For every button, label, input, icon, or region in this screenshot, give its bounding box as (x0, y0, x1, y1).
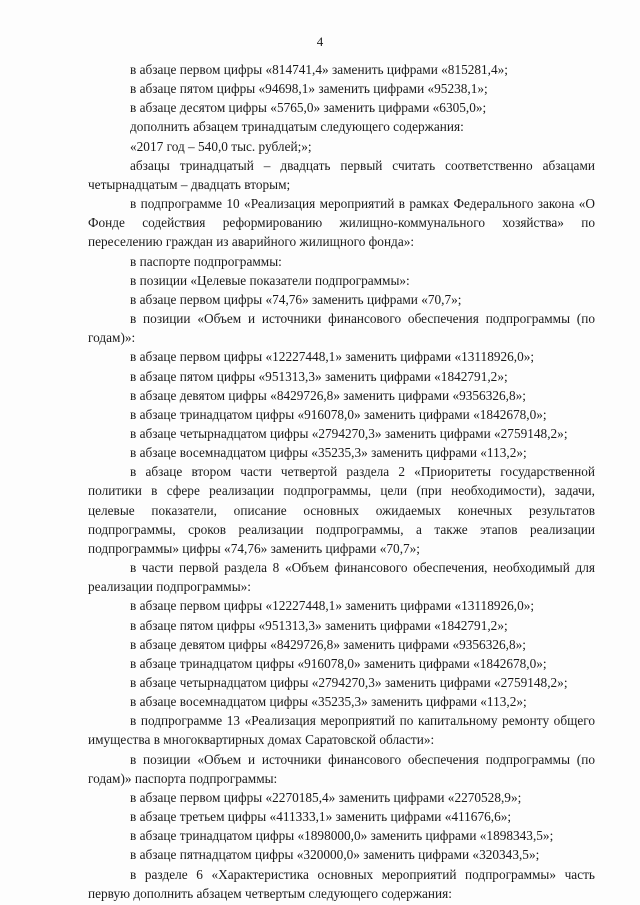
paragraph: в абзаце десятом цифры «5765,0» заменить цифрами «6305,0»; (130, 100, 487, 116)
paragraph: в абзаце пятом цифры «951313,3» заменить цифрами «1842791,2»; (130, 368, 508, 384)
paragraph: в абзаце девятом цифры «8429726,8» заменить цифрами «9356326,8»; (130, 636, 526, 652)
paragraph: в абзаце первом цифры «814741,4» заменить цифрами «815281,4»; (130, 62, 509, 77)
paragraph: в позиции «Целевые показатели подпрограммы»: (130, 272, 410, 288)
paragraph: в абзаце пятнадцатом цифры «320000,0» заменить цифрами «320343,5»; (130, 847, 540, 863)
paragraph: в абзаце первом цифры «12227448,1» заменить цифрами «13118926,0»; (130, 598, 535, 614)
paragraph: в абзаце тринадцатом цифры «916078,0» заменить цифрами «1842678,0»; (130, 655, 547, 671)
paragraph: дополнить абзацем тринадцатым следующего содержания: (130, 119, 464, 135)
paragraph: в абзаце девятом цифры «8429726,8» заменить цифрами «9356326,8»; (130, 387, 526, 403)
paragraph: в абзаце четырнадцатом цифры «2794270,3» заменить цифрами «2759148,2»; (130, 675, 568, 690)
paragraph: в паспорте подпрограммы: (130, 253, 282, 269)
paragraph: в абзаце первом цифры «2270185,4» заменить цифрами «2270528,9»; (130, 789, 522, 805)
paragraph: в подпрограмме 13 «Реализация мероприятий по капитальному ремонту общего имущества в многоквартирных домах Саратовской области»: (88, 713, 595, 748)
paragraph: в абзаце третьем цифры «411333,1» заменить цифрами «411676,6»; (130, 809, 512, 825)
paragraph: в части первой раздела 8 «Объем финансового обеспечения, необходимый для реализации подпрограммы»: (88, 560, 595, 595)
page-number: 4 (316, 34, 324, 49)
paragraph: в абзаце первом цифры «12227448,1» заменить цифрами «13118926,0»; (130, 349, 535, 365)
paragraph: в абзаце восемнадцатом цифры «35235,3» заменить цифрами «113,2»; (130, 445, 527, 461)
paragraph: в абзаце втором части четвертой раздела 2 «Приоритеты государственной политики в сфере реализации подпрограммы, цели (при необходимости), задачи, целевые показатели, описание основных ожидаемых конечных результатов подпрограммы, сроков реализации подпрограммы, а также этапов реализации подпрограммы» цифры «74,76» заменить цифрами «70,7»; (88, 464, 595, 556)
paragraph: в абзаце пятом цифры «94698,1» заменить цифрами «95238,1»; (130, 81, 488, 97)
paragraph: абзацы тринадцатый – двадцать первый считать соответственно абзацами четырнадцатым – двадцать вторым; (88, 157, 595, 192)
paragraph: в абзаце тринадцатом цифры «1898000,0» заменить цифрами «1898343,5»; (130, 828, 554, 844)
paragraph: в абзаце пятом цифры «951313,3» заменить цифрами «1842791,2»; (130, 617, 508, 633)
paragraph: в абзаце первом цифры «74,76» заменить цифрами «70,7»; (130, 291, 462, 307)
paragraph: в абзаце тринадцатом цифры «916078,0» заменить цифрами «1842678,0»; (130, 406, 547, 422)
paragraph: в разделе 6 «Характеристика основных мероприятий подпрограммы» часть первую дополнить абзацем четвертым следующего содержания: (88, 866, 595, 901)
document-body (88, 60, 595, 903)
paragraph: в позиции «Объем и источники финансового обеспечения подпрограммы (по годам)»: (88, 311, 595, 346)
paragraph: в позиции «Объем и источники финансового обеспечения подпрограммы (по годам)» паспорта подпрограммы: (88, 751, 595, 786)
paragraph: «2017 год – 540,0 тыс. рублей;»; (130, 138, 312, 154)
paragraph: в абзаце четырнадцатом цифры «2794270,3» заменить цифрами «2759148,2»; (130, 425, 568, 441)
paragraph: в подпрограмме 10 «Реализация мероприятий в рамках Федерального закона «О Фонде содействия реформированию жилищно-коммунального хозяйства» по переселению граждан из аварийного жилищного фонда»: (88, 196, 595, 250)
paragraph: в абзаце восемнадцатом цифры «35235,3» заменить цифрами «113,2»; (130, 694, 527, 710)
